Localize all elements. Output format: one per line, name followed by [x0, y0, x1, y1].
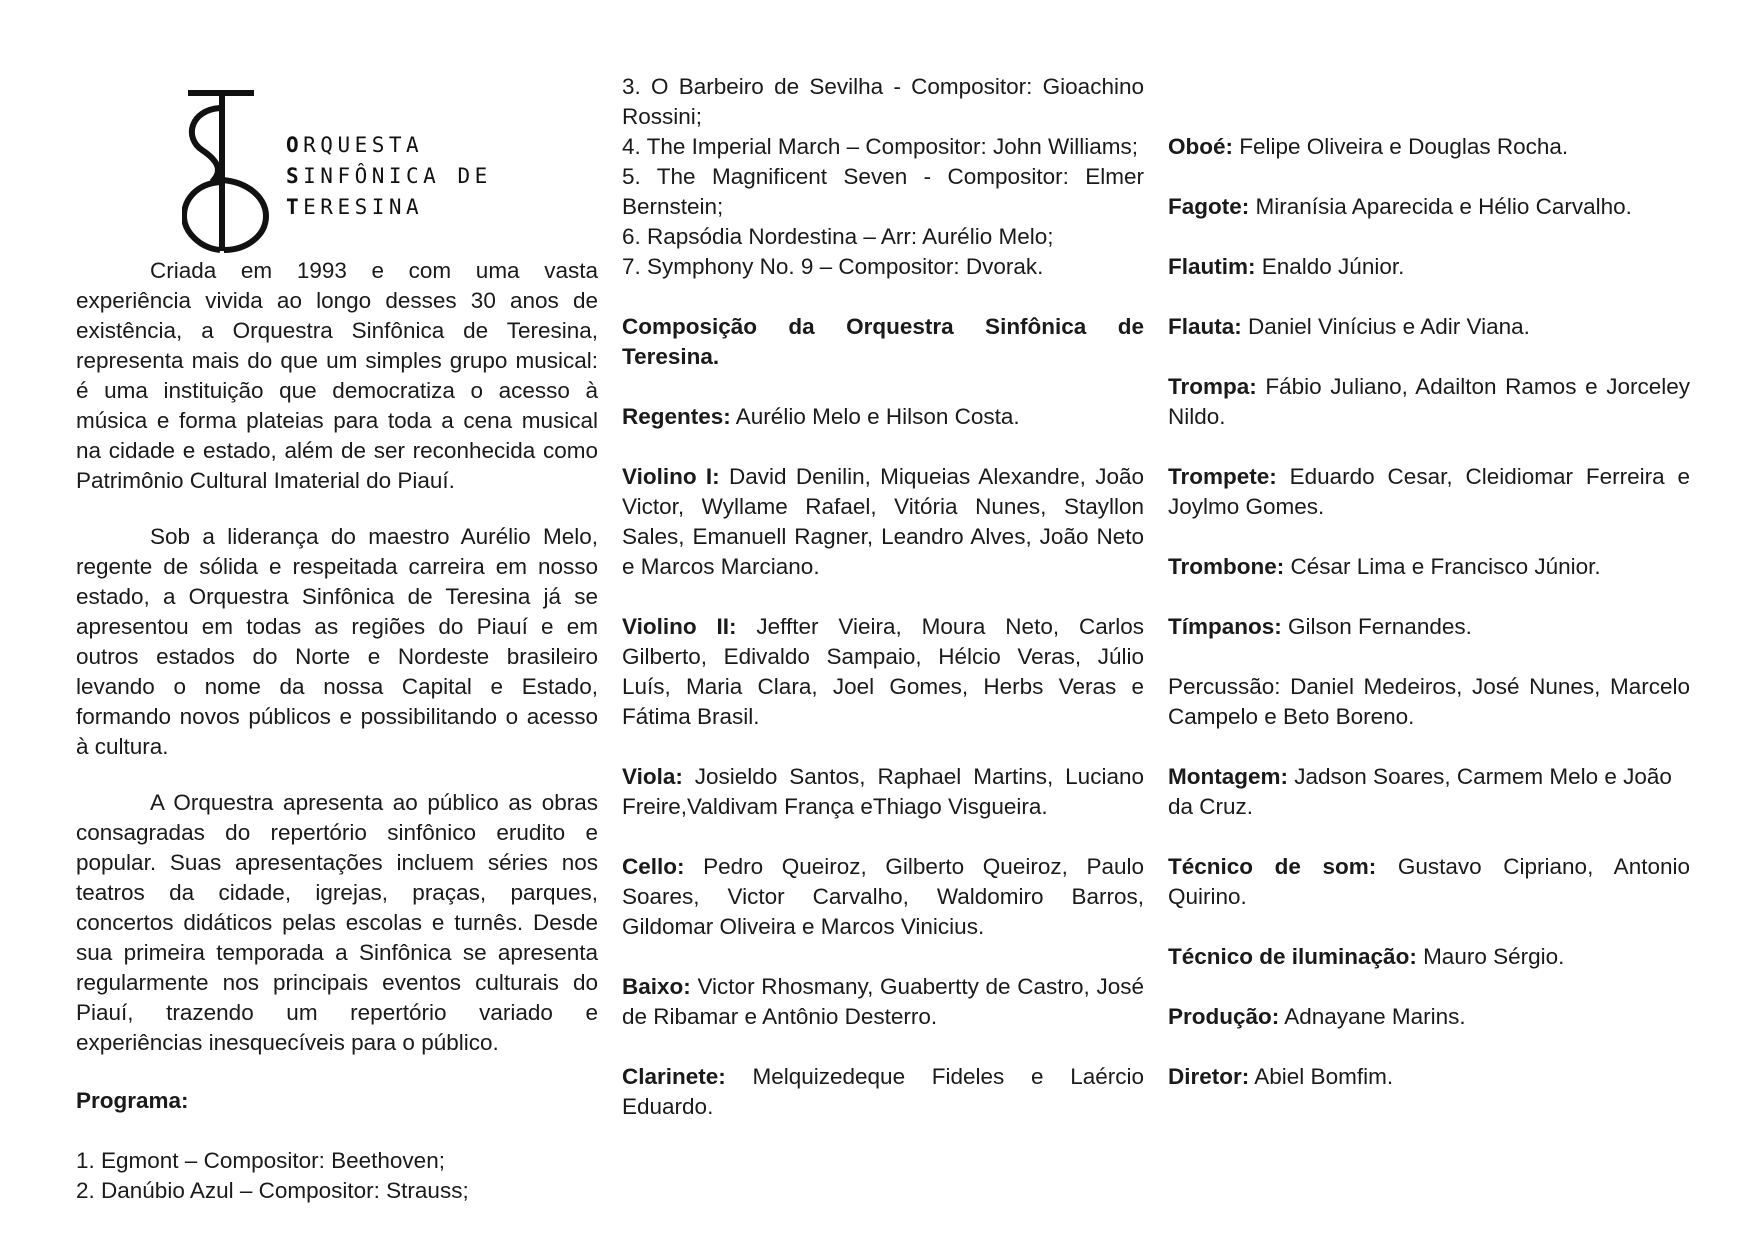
programa-item: 6. Rapsódia Nordestina – Arr: Aurélio Melo; — [622, 224, 1054, 249]
member-entry-baixo: Baixo: Victor Rhosmany, Guabertty de Castro, José de Ribamar e Antônio Desterro. — [622, 974, 1144, 1029]
column-intro — [76, 78, 598, 1206]
member-entry-trompa: Trompa: Fábio Juliano, Adailton Ramos e Jorceley Nildo. — [1168, 374, 1690, 429]
programa-item: 7. Symphony No. 9 – Compositor: Dvorak. — [622, 254, 1044, 279]
programa-item: 2. Danúbio Azul – Compositor: Strauss; — [76, 1178, 469, 1203]
intro-paragraph-3: A Orquestra apresenta ao público as obras consagradas do repertório sinfônico erudito e popular. Suas apresentações incluem séries nos teatros da cidade, igrejas, praças, parques, concertos didáticos pelas escolas e turnês. Desde sua primeira temporada a Sinfônica se apresenta regularmente nos principais eventos culturais do Piauí, trazendo um repertório variado e experiências inesquecíveis para o público. — [76, 790, 598, 1055]
member-entry-flautim: Flautim: Enaldo Júnior. — [1168, 254, 1405, 279]
member-entry-cello: Cello: Pedro Queiroz, Gilberto Queiroz, Paulo Soares, Victor Carvalho, Waldomiro Barros, Gildomar Oliveira e Marcos Vinicius. — [622, 854, 1144, 939]
member-entry-oboe: Oboé: Felipe Oliveira e Douglas Rocha. — [1168, 134, 1569, 159]
programa-item: 4. The Imperial March – Compositor: John Williams; — [622, 134, 1139, 159]
member-entry-trombone: Trombone: César Lima e Francisco Júnior. — [1168, 554, 1601, 579]
member-entry-regentes: Regentes: Aurélio Melo e Hilson Costa. — [622, 404, 1020, 429]
logo-wordmark: ORQUESTA SINFÔNICA DE TERESINA — [286, 133, 492, 219]
orchestra-logo-icon — [182, 88, 278, 258]
programa-list — [76, 1146, 598, 1206]
intro-paragraph-1: Criada em 1993 e com uma vasta experiência vivida ao longo desses 30 anos de existência, a Orquestra Sinfônica de Teresina, representa mais do que um simples grupo musical: é uma instituição que democratiza o acesso à música e forma plateias para toda a cena musical na cidade e estado, além de ser reconhecida como Patrimônio Cultural Imaterial do Piauí. — [76, 258, 598, 493]
programa-item: 5. The Magnificent Seven - Compositor: Elmer Bernstein; — [622, 164, 1144, 219]
member-entry-violino-2: Violino II: Jeffter Vieira, Moura Neto, Carlos Gilberto, Edivaldo Sampaio, Hélcio Veras, Júlio Luís, Maria Clara, Joel Gomes, Herbs Veras e Fátima Brasil. — [622, 614, 1144, 729]
member-entry-fagote: Fagote: Miranísia Aparecida e Hélio Carvalho. — [1168, 194, 1632, 219]
programa-list-continued — [622, 72, 1144, 282]
member-entry-timpanos: Tímpanos: Gilson Fernandes. — [1168, 614, 1472, 639]
intro-paragraph-2: Sob a liderança do maestro Aurélio Melo, regente de sólida e respeitada carreira em nosso estado, a Orquestra Sinfônica de Teresina já se apresentou em todas as regiões do Piauí e em outros estados do Norte e Nordeste brasileiro levando o nome da nossa Capital e Estado, formando novos públicos e possibilitando o acesso à cultura. — [76, 524, 598, 759]
composicao-title: Composição da Orquestra Sinfônica de Teresina. — [622, 314, 1144, 369]
member-entry-violino-1: Violino I: David Denilin, Miqueias Alexandre, João Victor, Wyllame Rafael, Vitória Nunes, Stayllon Sales, Emanuell Ragner, Leandro Alves, João Neto e Marcos Marciano. — [622, 464, 1144, 579]
orchestra-logo — [76, 78, 598, 258]
programa-title: Programa: — [76, 1088, 189, 1113]
member-entry-clarinete: Clarinete: Melquizedeque Fideles e Laércio Eduardo. — [622, 1064, 1144, 1119]
column-program-composition — [622, 72, 1144, 1122]
member-entry-montagem: Montagem: Jadson Soares, Carmem Melo e João da Cruz. — [1168, 764, 1672, 819]
member-entry-percussao: Percussão: Daniel Medeiros, José Nunes, Marcelo Campelo e Beto Boreno. — [1168, 674, 1690, 729]
programa-item: 3. O Barbeiro de Sevilha - Compositor: Gioachino Rossini; — [622, 74, 1144, 129]
member-entry-flauta: Flauta: Daniel Vinícius e Adir Viana. — [1168, 314, 1530, 339]
column-composition-continued — [1168, 102, 1690, 1092]
member-entry-tecnico-iluminacao: Técnico de iluminação: Mauro Sérgio. — [1168, 944, 1565, 969]
member-entry-viola: Viola: Josieldo Santos, Raphael Martins, Luciano Freire,Valdivam França eThiago Visgueira. — [622, 764, 1144, 819]
member-entry-trompete: Trompete: Eduardo Cesar, Cleidiomar Ferreira e Joylmo Gomes. — [1168, 464, 1690, 519]
programa-item: 1. Egmont – Compositor: Beethoven; — [76, 1148, 445, 1173]
member-entry-diretor: Diretor: Abiel Bomfim. — [1168, 1064, 1394, 1089]
member-entry-tecnico-som: Técnico de som: Gustavo Cipriano, Antonio Quirino. — [1168, 854, 1690, 909]
member-entry-producao: Produção: Adnayane Marins. — [1168, 1004, 1466, 1029]
